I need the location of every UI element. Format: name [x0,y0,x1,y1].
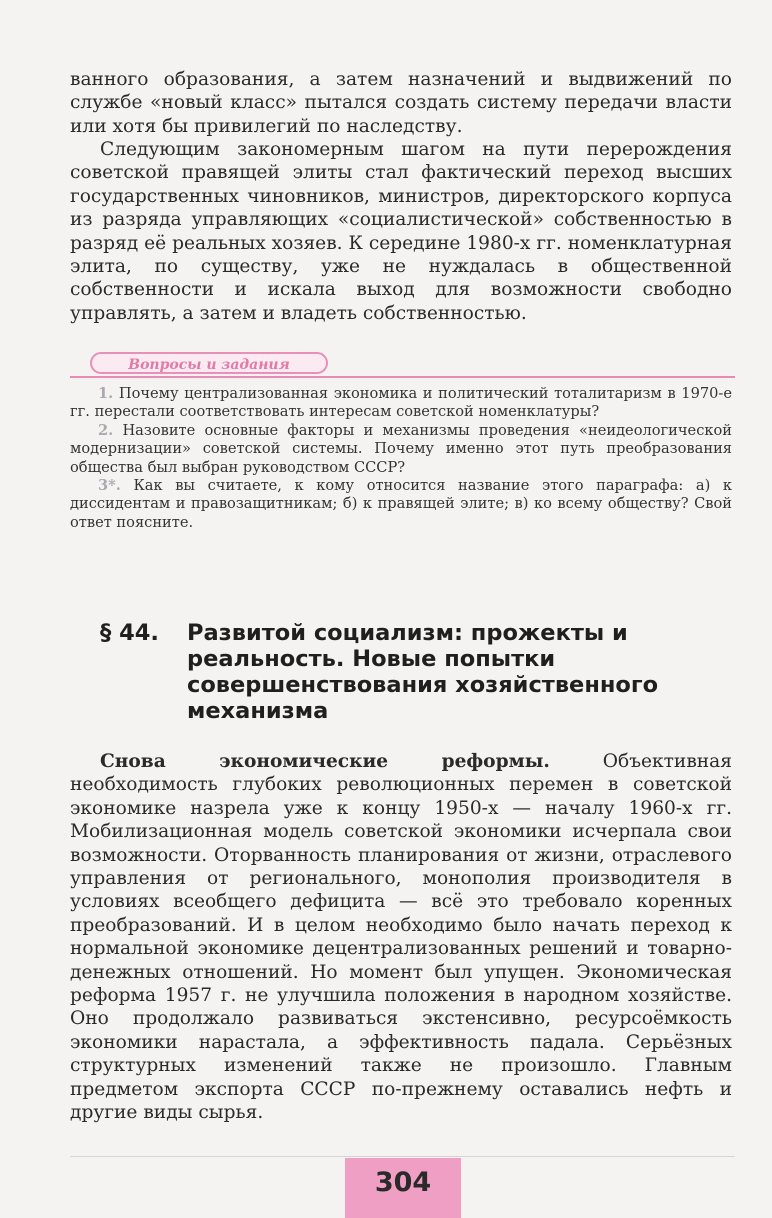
questions-header-label: Вопросы и задания [90,352,328,374]
question-item [70,477,732,532]
question-number: 2. [98,421,114,439]
question-text: Почему централизованная экономика и политический тоталитаризм в 1970-е гг. перестали соответствовать интересам советской номенклатуры? [70,385,732,421]
question-number: 1. [98,385,114,402]
question-item [70,385,732,422]
questions-header [70,352,735,378]
paragraph-economic-reforms [70,750,732,1125]
section-number: § 44. [100,620,159,646]
paragraph-text: Объективная необходимость глубоких революционных перемен в советской экономике назрела уже к концу 1950-х — началу 1960-х гг. Мобилизационная модель советской экономики исчерпала свои возможности. Оторванность планирования от жизни, отраслевого управления от регионального, монополия производителя в условиях всеобщего дефицита — всё это требовало коренных преобразований. И в целом необходимо было начать переход к нормальной экономике децентрализованных решений и товарно-денежных отношений. Но момент был упущен. Экономическая реформа 1957 г. не улучшила положения в народном хозяйстве. Оно продолжало развиваться экстенсивно, ресурсоёмкость экономики нарастала, а эффективность падала. Серьёзных структурных изменений также не произошло. Главным предметом экспорта СССР по-прежнему оставались нефть и другие виды сырья. [70,751,732,1124]
footer-divider [70,1156,735,1157]
paragraph-continuation: ванного образования, а затем назначений и выдвижений по службе «новый класс» пытался создать систему передачи власти или хотя бы привилегий по наследству. [70,69,732,137]
question-text: Как вы считаете, к кому относится название этого параграфа: а) к диссидентам и правозащитникам; б) к правящей элите; в) ко всему обществу? Свой ответ поясните. [70,477,732,531]
questions-divider [70,376,735,378]
section-title: Развитой социализм: прожекты и реальность. Новые попытки совершенствования хозяйственного механизма [187,620,659,724]
paragraph-elite-transformation: Следующим закономерным шагом на пути перерождения советской правящей элиты стал фактический переход высших государственных чиновников, министров, директорского корпуса из разряда управляющих «социалистической» собственностью в разряд её реальных хозяев. К середине 1980-х гг. номенклатурная элита, по существу, уже не нуждалась в общественной собственности и искала выход для возможности свободно управлять, а затем и владеть собственностью. [70,139,732,324]
page-number: 304 [345,1158,461,1218]
question-text: Назовите основные факторы и механизмы проведения «неидеологической модернизации» советской системы. Почему именно этот путь преобразования общества был выбран руководством СССР? [70,421,733,476]
question-item [70,422,732,477]
questions-list [70,385,732,532]
question-number: 3*. [98,477,121,495]
section-heading [100,620,720,724]
subsection-lead-in: Снова экономические реформы. [100,751,550,772]
